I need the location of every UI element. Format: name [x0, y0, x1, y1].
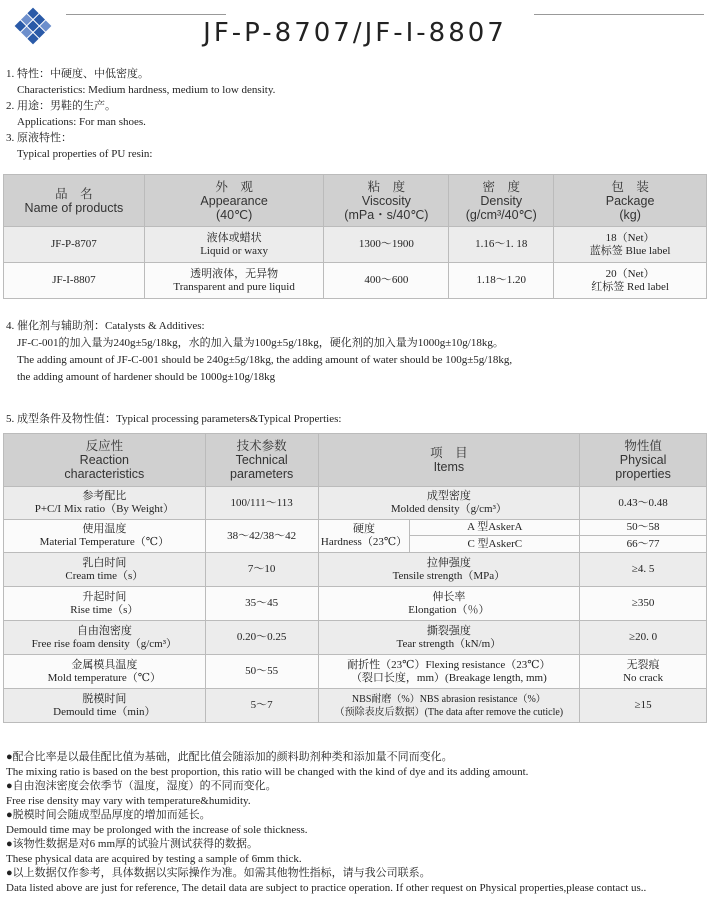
note-line: ●以上数据仅作参考，具体数据以实际操作为准。如需其他物性指标，请与我公司联系。 — [6, 867, 431, 879]
catalyst-heading: 4. 催化剂与辅助剂：Catalysts & Additives: — [6, 320, 205, 332]
col-reaction: 反应性 Reaction characteristics — [4, 434, 206, 487]
notes-section — [6, 750, 706, 895]
table-header-row — [4, 434, 707, 487]
catalyst-en-2: the adding amount of hardener should be 1000g±10g/18kg — [17, 371, 276, 383]
note-line: These physical data are acquired by testing a sample of 6mm thick. — [6, 852, 302, 865]
applications-zh: 2. 用途：男鞋的生产。 — [6, 100, 116, 112]
table-row: JF-P-8707 液体或蜡状 Liquid or waxy 1300～1900 1.16～1. 18 18（Net） 蓝标签 Blue label — [4, 227, 707, 263]
resin-properties-table — [3, 174, 707, 299]
header-rule-left — [66, 14, 226, 15]
note-line: Data listed above are just for reference, The detail data are subject to practice operation. If other request on Physical properties,please contact us.. — [6, 881, 647, 894]
page-header — [0, 0, 710, 62]
table-row: 参考配比 P+C/I Mix ratio（By Weight） 100/111～113 成型密度 Molded density（g/cm³） 0.43～0.48 — [4, 487, 707, 520]
col-package: 包 装 Package (kg) — [554, 175, 707, 227]
table-header-row — [4, 175, 707, 227]
col-density: 密 度 Density (g/cm³/40℃) — [449, 175, 554, 227]
characteristics-en: Characteristics: Medium hardness, medium to low density. — [17, 84, 276, 96]
table-row: 脱模时间 Demould time（min） 5～7 NBS耐磨（%）NBS abrasion resistance（%） （预除表皮后数据）(The data after remove the cuticle) ≥15 — [4, 689, 707, 723]
col-technical: 技术参数 Technical parameters — [205, 434, 318, 487]
catalyst-en-1: The adding amount of JF-C-001 should be 240g±5g/18kg, the adding amount of water should be 100g±5g/18kg, — [17, 354, 513, 366]
characteristics-zh: 1. 特性：中硬度、中低密度。 — [6, 68, 149, 80]
resin-properties-en: Typical properties of PU resin: — [17, 148, 153, 160]
note-line: Free rise density may vary with temperature&humidity. — [6, 794, 251, 807]
page-title: JF-P-8707/JF-I-8807 — [203, 18, 507, 48]
col-name: 品 名 Name of products — [4, 175, 145, 227]
table-row: 使用温度 Material Temperature（℃） 38～42/38～42 硬度 Hardness（23℃） A 型AskerA 50～58 — [4, 520, 707, 536]
col-viscosity: 粘 度 Viscosity (mPa・s/40℃) — [324, 175, 449, 227]
note-line: ●配合比率是以最佳配比值为基础，此配比值会随添加的颜料助剂种类和添加量不同而变化。 — [6, 751, 453, 763]
catalyst-zh: JF-C-001的加入量为240g±5g/18kg，水的加入量为100g±5g/18kg，硬化剂的加入量为1000g±10g/18kg。 — [17, 337, 504, 349]
processing-heading: 5. 成型条件及物性值：Typical processing parameters&Typical Properties: — [6, 413, 342, 425]
table-row: C 型AskerC 66～77 — [4, 536, 707, 553]
table-row: 金属模具温度 Mold temperature（℃） 50～55 耐折性（23℃）Flexing resistance（23℃） （裂口长度，mm）(Breakage length, mm) 无裂痕 No crack — [4, 655, 707, 689]
table-row: 升起时间 Rise time（s） 35～45 伸长率 Elongation（％） ≥350 — [4, 587, 707, 621]
catalyst-section — [6, 318, 706, 386]
intro-section — [6, 66, 706, 162]
table-row: JF-I-8807 透明液体，无异物 Transparent and pure liquid 400～600 1.18～1.20 20（Net） 红标签 Red label — [4, 263, 707, 299]
note-line: ●该物性数据是对6 mm厚的试验片测试获得的数据。 — [6, 838, 259, 850]
table-row: 乳白时间 Cream time（s） 7～10 拉伸强度 Tensile strength（MPa） ≥4. 5 — [4, 553, 707, 587]
note-line: The mixing ratio is based on the best proportion, this ratio will be changed with the kind of dye and its adding amount. — [6, 765, 529, 778]
col-physical: 物性值 Physical properties — [580, 434, 707, 487]
note-line: ●自由泡沫密度会依季节（温度，湿度）的不同而变化。 — [6, 780, 277, 792]
resin-properties-zh: 3. 原液特性： — [6, 132, 72, 144]
table-row: 自由泡密度 Free rise foam density（g/cm³） 0.20～0.25 撕裂强度 Tear strength（kN/m） ≥20. 0 — [4, 621, 707, 655]
note-line: ●脱模时间会随成型品厚度的增加而延长。 — [6, 809, 211, 821]
col-items: 项 目 Items — [318, 434, 580, 487]
col-appearance: 外 观 Appearance (40℃) — [144, 175, 324, 227]
processing-table — [3, 433, 707, 723]
header-rule-right — [534, 14, 704, 15]
note-line: Demould time may be prolonged with the increase of sole thickness. — [6, 823, 308, 836]
applications-en: Applications: For man shoes. — [17, 116, 146, 128]
